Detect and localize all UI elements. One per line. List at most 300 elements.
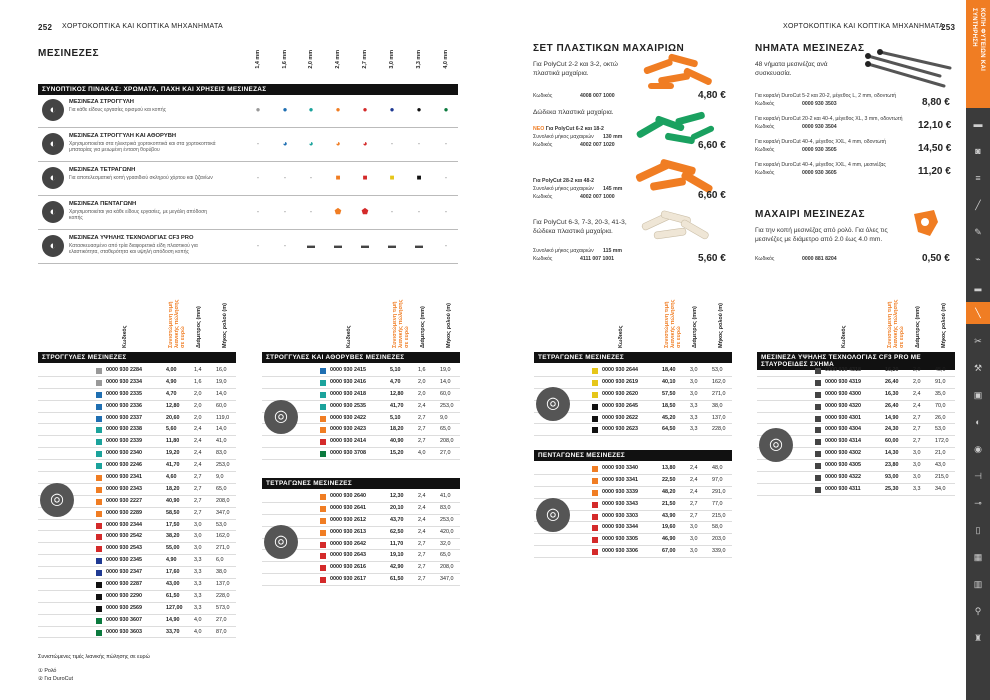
right-running-title: ΧΟΡΤΟΚΟΠΤΙΚΑ ΚΑΙ ΚΟΠΤΙΚΑ ΜΗΧΑΝΗΜΑΤΑ [783, 23, 944, 30]
product-diameter: 2,7 [690, 500, 698, 507]
sprayer-icon[interactable]: ⌁ [975, 254, 981, 264]
product-code: 0000 930 2338 [106, 426, 142, 433]
drill-icon[interactable]: ⊸ [974, 498, 982, 508]
set2-price: 6,60 € [698, 140, 726, 151]
product-length: 97,0 [712, 476, 723, 483]
thickness-marker: ◕ [362, 139, 368, 148]
thickness-marker: ◕ [308, 139, 314, 148]
color-swatch [592, 537, 598, 543]
column-header: Συνιστώμενη τιμή λιανικής πώλησης σε ευρώ [392, 299, 410, 348]
color-swatch [320, 380, 326, 386]
product-length: 60,0 [216, 402, 227, 409]
set4-code-label: Κωδικός [533, 256, 553, 262]
color-swatch [96, 546, 102, 552]
blower-icon[interactable]: ✎ [974, 227, 982, 237]
product-price: 19,10 [390, 552, 404, 559]
thickness-col-header: 4,0 mm [443, 50, 449, 69]
product-diameter: 2,7 [418, 414, 426, 421]
product-price: 61,50 [390, 576, 404, 583]
color-swatch [96, 606, 102, 612]
product-diameter: 3,3 [194, 592, 202, 599]
thickness-col-header: 2,0 mm [308, 50, 314, 69]
color-swatch [815, 416, 821, 422]
footnote: Συνιστώμενες τιμές λιανικής πώλησης σε ευρώ [38, 654, 150, 660]
table-row [38, 401, 236, 413]
product-diameter: 2,7 [194, 509, 202, 516]
product-code: 0000 930 2423 [330, 426, 366, 433]
product-length: 45,0 [935, 367, 946, 373]
summary-row-title: ΜΕΣΙΝΕΖΑ ΠΕΝΤΑΓΩΝΗ [69, 201, 137, 207]
product-diameter: 3,0 [913, 450, 921, 457]
product-code: 0000 930 2341 [106, 474, 142, 481]
color-swatch [815, 404, 821, 410]
table-row [534, 377, 732, 389]
product-diameter: 3,3 [690, 402, 698, 409]
cf3-line-icon: ◐ [42, 235, 64, 257]
charger-icon[interactable]: ▦ [973, 552, 983, 562]
product-diameter: 2,7 [194, 497, 202, 504]
product-length: 58,0 [712, 524, 723, 531]
product-length: 70,0 [935, 402, 946, 409]
color-swatch [592, 368, 598, 374]
thickness-col-header: 1,4 mm [255, 50, 261, 69]
set3-len-label: Συνολικό μήκος μαχαιριών [533, 186, 594, 192]
column-header: Διάμετρος (mm) [420, 306, 426, 348]
product-price: 26,40 [885, 378, 899, 385]
table-row [262, 574, 460, 586]
pentagon-line-icon: ◐ [42, 201, 64, 223]
product-length: 87,0 [216, 628, 227, 635]
product-price: 38,20 [166, 533, 180, 540]
thickness-marker: ◕ [282, 139, 288, 148]
set2-code: 4002 007 1020 [580, 142, 615, 148]
product-length: 35,0 [935, 390, 946, 397]
product-diameter: 2,7 [418, 438, 426, 445]
product-code: 0000 930 2612 [330, 516, 366, 523]
product-length: 137,0 [216, 581, 230, 588]
table-row [38, 448, 236, 460]
product-code: 0000 930 2613 [330, 528, 366, 535]
summary-row-desc: Κατασκευασμένο από τρία διαφορετικά είδη πλαστικού για ελαστικότητα, σταθερότητα και υψηλή απόδοση κοπής [69, 243, 198, 255]
table-row [38, 424, 236, 436]
product-code: 0000 930 2617 [330, 576, 366, 583]
product-code: 0000 930 4302 [825, 450, 861, 457]
product-length: 271,0 [216, 545, 230, 552]
product-code: 0000 930 4305 [825, 462, 861, 469]
product-length: 65,0 [440, 552, 451, 559]
product-diameter: 3,0 [690, 390, 698, 397]
product-length: 27,0 [440, 450, 451, 457]
set4-len: 115 mm [603, 248, 623, 254]
column-header: Διάμετρος (mm) [692, 306, 698, 348]
color-swatch [815, 380, 821, 386]
thickness-col-header: 3,3 mm [416, 50, 422, 69]
product-diameter: 3,3 [690, 426, 698, 433]
product-length: 91,0 [935, 378, 946, 385]
product-length: 347,0 [440, 576, 454, 583]
product-diameter: 2,4 [194, 426, 202, 433]
product-price: 18,20 [166, 485, 180, 492]
set3-len: 145 mm [603, 186, 623, 192]
product-length: 19,0 [440, 367, 451, 373]
product-length: 32,0 [440, 540, 451, 547]
clothing-icon[interactable]: ♜ [973, 633, 983, 643]
product-code: 0000 930 3341 [602, 476, 638, 483]
knife-code-label: Κωδικός [755, 256, 775, 262]
product-price: 46,90 [662, 536, 676, 543]
shredder-icon[interactable]: ▣ [973, 390, 983, 400]
table-row [262, 436, 460, 448]
thickness-marker: ◕ [335, 139, 341, 148]
product-code: 0000 930 2334 [106, 378, 142, 385]
table-row [534, 463, 732, 475]
product-diameter: 3,0 [690, 536, 698, 543]
thickness-marker: ⬟ [361, 207, 369, 216]
color-swatch [320, 451, 326, 457]
chainsaw-icon[interactable]: ▬ [973, 119, 983, 129]
product-code: 0000 930 2414 [330, 438, 366, 445]
threads-title: ΝΗΜΑΤΑ ΜΕΣΙΝΕΖΑΣ [755, 43, 865, 54]
thickness-marker: ● [416, 105, 422, 114]
product-length: 19,0 [216, 378, 227, 385]
table-title: ΜΕΣΙΝΕΖΑ ΥΨΗΛΗΣ ΤΕΧΝΟΛΟΓΙΑΣ CF3 PRO ΜΕ ΣΤΑΥΡΟΕΙΔΕΣ ΣΧΗΜΑ [757, 352, 955, 370]
product-diameter: 3,0 [690, 524, 698, 531]
set1-price: 4,80 € [698, 90, 726, 101]
left-running-title: ΧΟΡΤΟΚΟΠΤΙΚΑ ΚΑΙ ΚΟΠΤΙΚΑ ΜΗΧΑΝΗΜΑΤΑ [62, 23, 223, 30]
color-swatch [815, 451, 821, 457]
color-swatch [320, 368, 326, 374]
product-price: 40,90 [390, 438, 404, 445]
green-knives-image [630, 110, 720, 150]
thickness-marker: - [256, 241, 260, 250]
product-length: 162,0 [216, 533, 230, 540]
brushcutter-icon[interactable]: ✂ [974, 336, 982, 346]
multitool-icon[interactable]: ⊣ [974, 471, 982, 481]
product-code: 0000 930 2623 [602, 426, 638, 433]
column-header: Μήκος ρολού (m) [222, 303, 228, 348]
color-swatch [96, 511, 102, 517]
knife-title: ΜΑΧΑΙΡΙ ΜΕΣΙΝΕΖΑΣ [755, 209, 865, 220]
product-diameter: 3,0 [690, 378, 698, 385]
product-price: 5,10 [390, 367, 401, 373]
product-code: 0000 930 4322 [825, 474, 861, 481]
color-swatch [96, 534, 102, 540]
column-header: Συνιστώμενη τιμή λιανικής πώλησης σε ευρώ [664, 299, 682, 348]
product-diameter: 2,4 [194, 462, 202, 469]
product-diameter: 2,7 [418, 576, 426, 583]
set2-len: 130 mm [603, 134, 623, 140]
product-price: 41,70 [166, 462, 180, 469]
product-length: 203,0 [712, 536, 726, 543]
product-diameter: 2,0 [913, 367, 921, 373]
product-diameter: 1,6 [194, 378, 202, 385]
thickness-marker: - [444, 241, 448, 250]
product-length: 65,0 [440, 426, 451, 433]
product-code: 0000 930 3305 [602, 536, 638, 543]
product-length: 347,0 [216, 509, 230, 516]
product-code: 0000 930 2620 [602, 390, 638, 397]
color-swatch [320, 518, 326, 524]
product-length: 83,0 [216, 450, 227, 457]
product-price: 18,20 [390, 426, 404, 433]
summary-row-desc: Για κάθε είδους εργασίες ορισμού και κοπής [69, 107, 167, 113]
product-code: 0000 930 2345 [106, 557, 142, 564]
product-price: 4,00 [166, 367, 177, 373]
thickness-marker: - [309, 173, 313, 182]
color-swatch [320, 416, 326, 422]
product-diameter: 3,3 [913, 485, 921, 492]
color-swatch [320, 542, 326, 548]
table-row [38, 436, 236, 448]
product-length: 38,0 [216, 569, 227, 576]
page-title: ΜΕΣΙΝΕΖΕΣ [38, 48, 99, 59]
thread-code: 0000 930 3505 [802, 147, 837, 153]
table-row [262, 389, 460, 401]
product-code: 0000 930 2290 [106, 592, 142, 599]
product-price: 24,30 [885, 426, 899, 433]
note-roll: ① Ρολό [38, 668, 57, 674]
cut-off-saw-icon[interactable]: ◙ [975, 146, 981, 156]
thickness-marker: ■ [335, 173, 341, 182]
lawn-mower-icon[interactable]: ▂ [974, 281, 982, 291]
set4-desc: Για PolyCut 6-3, 7-3, 20-3, 41-3, δώδεκα πλαστικά μαχαίρια. [533, 219, 627, 235]
color-swatch [815, 439, 821, 445]
color-swatch [320, 506, 326, 512]
product-length: 573,0 [216, 604, 230, 611]
product-price: 61,50 [166, 592, 180, 599]
thickness-marker: ■ [362, 173, 368, 182]
product-code: 0000 930 2227 [106, 497, 142, 504]
product-price: 18,50 [662, 402, 676, 409]
thread-desc: Για κεφαλή DuroCut 20-2 και 40-4, μέγεθος XL, 3 mm, οδοντωτή [755, 116, 903, 122]
product-diameter: 2,4 [418, 493, 426, 499]
product-code: 0000 930 4301 [825, 414, 861, 421]
color-swatch [592, 380, 598, 386]
summary-row-title: ΜΕΣΙΝΕΖΑ ΣΤΡΟΓΓΥΛΗ ΚΑΙ ΑΘΟΡΥΒΗ [69, 133, 177, 139]
color-swatch [592, 549, 598, 555]
color-swatch [815, 463, 821, 469]
table-row [38, 520, 236, 532]
product-length: 119,0 [216, 414, 230, 421]
product-code: 0000 930 3340 [602, 465, 638, 471]
product-diameter: 4,0 [194, 628, 202, 635]
line-cutter-knife-image [908, 206, 942, 240]
thread-price: 11,20 € [918, 166, 951, 177]
color-swatch [592, 466, 598, 472]
pole-pruner-icon[interactable]: ╱ [975, 200, 981, 210]
right-page-number: 253 [941, 23, 956, 32]
product-price: 58,50 [166, 509, 180, 516]
thread-code-label: Κωδικός [755, 170, 775, 176]
thread-code: 0000 930 3605 [802, 170, 837, 176]
product-price: 17,50 [166, 521, 180, 528]
product-length: 43,0 [935, 462, 946, 469]
set1-desc: Για PolyCut 2-2 και 3-2, οκτώ πλαστικά μαχαίρια. [533, 61, 618, 77]
battery-icon[interactable]: ▯ [975, 525, 981, 535]
product-diameter: 3,0 [194, 521, 202, 528]
toolbox-icon[interactable]: ▥ [973, 579, 983, 589]
color-swatch [815, 368, 821, 374]
table-row [757, 413, 955, 425]
product-diameter: 2,4 [690, 476, 698, 483]
set2-for: Για PolyCut 6-2 και 18-2 [545, 126, 604, 132]
table-row [38, 615, 236, 627]
thread-code-label: Κωδικός [755, 124, 775, 130]
thickness-col-header: 3,0 mm [389, 50, 395, 69]
product-length: 53,0 [712, 367, 723, 373]
product-code: 0000 930 3306 [602, 548, 638, 555]
table-row [757, 365, 955, 377]
product-code: 0000 930 2416 [330, 378, 366, 385]
product-diameter: 2,4 [418, 516, 426, 523]
color-swatch [96, 392, 102, 398]
vacuum-icon[interactable]: ◉ [974, 444, 982, 454]
table-row [262, 515, 460, 527]
product-code: 0000 930 2645 [602, 402, 638, 409]
product-diameter: 2,7 [690, 512, 698, 519]
product-code: 0000 930 3303 [602, 512, 638, 519]
product-diameter: 3,0 [690, 548, 698, 555]
product-length: 14,0 [216, 390, 227, 397]
set3-for: Για PolyCut 28-2 και 48-2 [533, 178, 595, 184]
product-length: 339,0 [712, 548, 726, 555]
table-title: ΤΕΤΡΑΓΩΝΕΣ ΜΕΣΙΝΕΖΕΣ [534, 352, 732, 363]
table-title: ΣΤΡΟΓΓΥΛΕΣ ΚΑΙ ΑΘΟΡΥΒΕΣ ΜΕΣΙΝΕΖΕΣ [262, 352, 460, 363]
product-length: 27,0 [216, 616, 227, 623]
left-page-number: 252 [38, 23, 53, 32]
product-code: 0000 930 2337 [106, 414, 142, 421]
table-row [534, 365, 732, 377]
summary-band: ΣΥΝΟΠΤΙΚΟΣ ΠΙΝΑΚΑΣ: ΧΡΩΜΑΤΑ, ΠΑΧΗ ΚΑΙ ΧΡΗΣΕΙΣ ΜΕΣΙΝΕΖΑΣ [38, 84, 458, 95]
table-row [534, 424, 732, 436]
category-sidebar [966, 0, 990, 700]
product-code: 0000 930 3708 [330, 450, 366, 457]
product-code: 0000 930 2640 [330, 493, 366, 499]
product-diameter: 2,0 [194, 414, 202, 421]
quiet-line-icon: ◎ [264, 400, 298, 434]
product-diameter: 3,0 [913, 474, 921, 481]
product-price: 23,80 [885, 462, 899, 469]
color-swatch [96, 463, 102, 469]
product-length: 53,0 [216, 521, 227, 528]
product-price: 13,80 [662, 465, 676, 471]
product-code: 0000 930 2339 [106, 438, 142, 445]
set2-code-label: Κωδικός [533, 142, 553, 148]
column-header: Κωδικός [618, 325, 624, 348]
table-row [262, 377, 460, 389]
trimmer-icon[interactable]: ╲ [966, 302, 990, 324]
product-length: 253,0 [216, 462, 230, 469]
product-price: 20,10 [390, 504, 404, 511]
product-diameter: 2,0 [418, 390, 426, 397]
product-code: 0000 930 2335 [106, 390, 142, 397]
summary-row-desc: Για αποτελεσματική κοπή γρασιδιού σκληρού χόρτου και ζιζανίων [69, 175, 213, 181]
thickness-marker: ▬ [334, 241, 342, 250]
thickness-marker: - [390, 139, 394, 148]
product-length: 65,0 [216, 485, 227, 492]
product-diameter: 4,0 [194, 616, 202, 623]
product-price: 40,90 [166, 497, 180, 504]
thickness-marker: - [256, 207, 260, 216]
thread-price: 8,80 € [922, 97, 950, 108]
square-line-icon: ◐ [42, 167, 64, 189]
product-price: 62,50 [390, 528, 404, 535]
product-price: 14,30 [885, 450, 899, 457]
product-code: 0000 930 2344 [106, 521, 142, 528]
product-code: 0000 930 3344 [602, 524, 638, 531]
product-diameter: 3,3 [194, 569, 202, 576]
color-swatch [592, 427, 598, 433]
thickness-col-header: 1,6 mm [282, 50, 288, 69]
thread-code: 0000 930 3503 [802, 101, 837, 107]
product-code: 0000 930 4318 [825, 367, 861, 373]
product-diameter: 1,6 [418, 367, 426, 373]
product-code: 0000 930 2340 [106, 450, 142, 457]
set4-code: 4111 007 1001 [580, 256, 615, 262]
thickness-marker: ● [443, 105, 449, 114]
color-swatch [592, 392, 598, 398]
color-swatch [96, 427, 102, 433]
product-price: 14,90 [166, 616, 180, 623]
thickness-marker: ■ [389, 173, 395, 182]
product-code: 0000 930 2542 [106, 533, 142, 540]
product-diameter: 4,0 [418, 450, 426, 457]
product-length: 228,0 [216, 592, 230, 599]
color-swatch [592, 514, 598, 520]
color-swatch [320, 392, 326, 398]
product-price: 12,80 [166, 402, 180, 409]
product-length: 53,0 [935, 426, 946, 433]
color-swatch [96, 475, 102, 481]
product-diameter: 3,3 [690, 414, 698, 421]
product-code: 0000 930 2336 [106, 402, 142, 409]
product-diameter: 2,0 [418, 378, 426, 385]
product-length: 172,0 [935, 438, 949, 445]
knife-price: 0,50 € [922, 253, 950, 264]
pressure-washer-icon[interactable]: ◐ [975, 417, 981, 427]
product-code: 0000 930 4319 [825, 378, 861, 385]
table-row [757, 484, 955, 496]
product-length: 420,0 [440, 528, 454, 535]
column-header: Κωδικός [346, 325, 352, 348]
thickness-marker: - [283, 173, 287, 182]
product-code: 0000 930 2343 [106, 485, 142, 492]
tiller-icon[interactable]: ⚒ [973, 363, 983, 373]
thickness-marker: ● [389, 105, 395, 114]
color-swatch [96, 439, 102, 445]
active-section-tab[interactable] [966, 0, 990, 108]
product-length: 83,0 [440, 504, 451, 511]
product-price: 5,60 [166, 426, 177, 433]
thickness-marker: - [444, 139, 448, 148]
summary-row-title: ΜΕΣΙΝΕΖΑ ΣΤΡΟΓΓΥΛΗ [69, 99, 134, 105]
color-swatch [96, 558, 102, 564]
table-row [38, 627, 236, 639]
product-diameter: 2,7 [913, 438, 921, 445]
thickness-marker: - [417, 207, 421, 216]
axe-icon[interactable]: ⚲ [974, 606, 982, 616]
product-code: 0000 930 4304 [825, 426, 861, 433]
column-header: Κωδικός [122, 325, 128, 348]
table-row [38, 460, 236, 472]
product-length: 14,0 [440, 378, 451, 385]
product-price: 43,90 [662, 512, 676, 519]
product-length: 208,0 [440, 438, 454, 445]
thickness-marker: - [309, 207, 313, 216]
color-swatch [815, 392, 821, 398]
color-swatch [592, 478, 598, 484]
hedge-trimmer-icon[interactable]: ≡ [975, 173, 981, 183]
